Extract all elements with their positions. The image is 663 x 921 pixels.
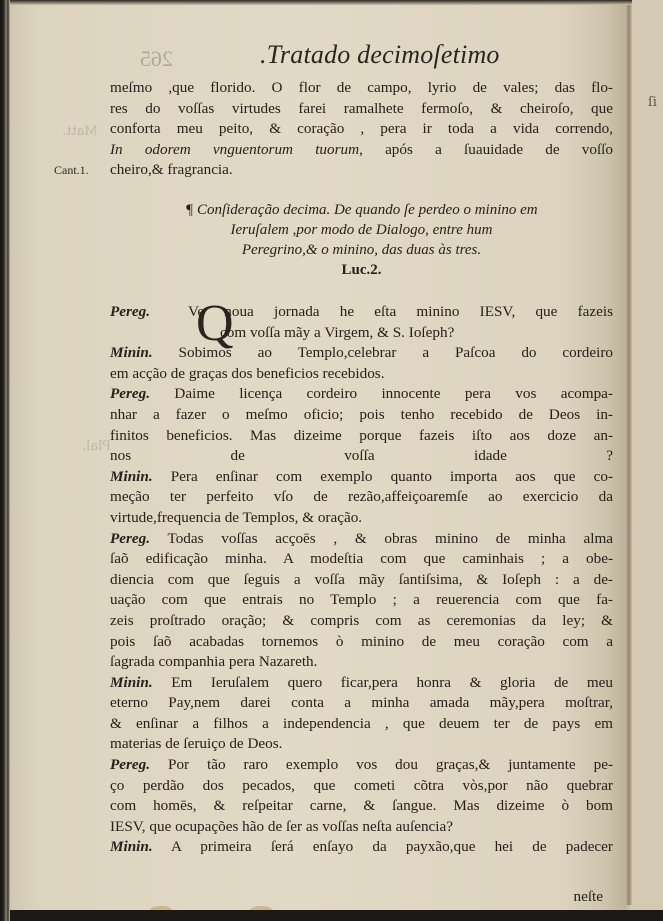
line-text: com voſſa mãy a Virgem, & S. Ioſeph? xyxy=(220,323,455,341)
line-text: nhar a fazer o meſmo oficio; pois tenho recebido de Deos in- xyxy=(110,405,613,423)
line-text: Todas voſſas acçoēs , & obras minino de minha alma xyxy=(167,529,613,547)
line-text: Em Ieruſalem quero ficar,pera honra & gloria de meu xyxy=(171,673,613,691)
line-text: diencia com que ſeguis a voſſa mãy ſantiſsima, & Ioſeph : a de- xyxy=(110,570,613,588)
text-line xyxy=(110,426,613,447)
line-text: Sobimos ao Templo,celebrar a Paſcoa do cordeiro xyxy=(178,344,614,362)
line-text: Daime licença cordeiro innocente pera vos acompa- xyxy=(174,385,613,403)
text-line xyxy=(110,734,613,755)
line-text: IESV, que ocupações hão de ſer as voſſas neſta auſencia? xyxy=(110,817,453,835)
line-text: ſaõ edificação minha. A modeſtia com que caminhais ; a obe- xyxy=(110,550,613,568)
running-title: .Tratado decimoſetimo xyxy=(260,40,500,69)
text-line xyxy=(110,611,613,632)
text-line: In odorem vnguentorum tuorum, após a ſuauidade de voſſo xyxy=(110,140,613,158)
latin-quote: In odorem vnguentorum tuorum xyxy=(110,140,360,158)
text-line xyxy=(110,343,613,364)
text-line: cheiro,& fragrancia. xyxy=(110,161,233,179)
page-stain xyxy=(250,906,272,910)
dialogue-body xyxy=(110,295,614,858)
text-line xyxy=(110,693,613,714)
speaker-label: Minin. xyxy=(110,467,153,485)
heading-line: Peregrino,& o minino, das duas às tres. xyxy=(241,242,482,258)
margin-note-cant: Cant.1. xyxy=(54,163,89,177)
text-line xyxy=(110,652,613,673)
line-text: & enſinar a filhos a independencia , que deuem ter de pays em xyxy=(110,714,613,732)
text-line xyxy=(110,467,613,488)
text-line xyxy=(110,570,613,591)
facing-page-edge xyxy=(632,0,663,910)
line-text: ço perdão dos pecados, que cometi cõtra vòs,por não quebrar xyxy=(110,776,613,794)
text-line: meſmo ,que florido. O flor de campo, lyrio de vales; das flo- xyxy=(110,79,613,96)
line-text: materias de ſeruiço de Deos. xyxy=(110,735,283,753)
text-line xyxy=(110,446,613,467)
line-text: Ve noua jornada he eſta minino IESV, que fazeis xyxy=(188,303,613,320)
heading-line: Ieruſalem ,por modo de Dialogo, entre hum xyxy=(230,222,493,238)
text-line xyxy=(110,549,613,570)
page-fold xyxy=(626,5,632,905)
show-through-text: Matt. xyxy=(62,124,98,139)
text-line xyxy=(110,755,613,776)
line-text: A primeira ſerá enſayo da payxão,que hei de padecer xyxy=(170,838,613,856)
text-line xyxy=(110,817,613,838)
page-number: 265 xyxy=(140,46,173,71)
line-text: uação com que entrais no Templo ; a reuerencia com que fa- xyxy=(110,591,613,609)
line-text: meção ter perfeito vſo de rezão,affeiçoaremſe ao exercicio da xyxy=(110,488,613,506)
line-text: Pera enſinar com exemplo quanto importa aos que co- xyxy=(170,467,613,485)
line-text: zeis proſtrado oração; & compris com as ceremonias da ley; & xyxy=(110,611,613,629)
text-line xyxy=(110,323,613,344)
line-text: virtude,frequencia de Templos, & oração. xyxy=(110,508,363,526)
text-line xyxy=(110,364,613,385)
drop-cap: Q xyxy=(196,295,234,352)
line-text: Por tão raro exemplo vos dou graças,& juntamente pe- xyxy=(168,756,613,774)
show-through-text: Plal. xyxy=(82,439,111,454)
scripture-reference: Luc.2. xyxy=(341,262,382,278)
line-text: ſagrada companhia pera Nazareth. xyxy=(110,653,318,671)
line-text: pois ſaõ acabadas tornemos ò minino de meu coração com a xyxy=(110,632,613,650)
catchword: neſte xyxy=(573,888,603,905)
speaker-label: Pereg. xyxy=(110,385,151,403)
text-line xyxy=(110,673,613,694)
heading-line: ¶ Conſideração decima. De quando ſe perdeo o minino em xyxy=(185,202,538,218)
text-line xyxy=(110,302,613,323)
speaker-label: Minin. xyxy=(110,673,153,691)
line-text: finitos beneficios. Mas dizeime porque fazeis iſto aos doze an- xyxy=(110,426,613,444)
speaker-label: Pereg. xyxy=(110,756,151,774)
line-text: nos de voſſa idade ? xyxy=(110,447,613,465)
line-text: em acção de graças dos beneficios recebidos. xyxy=(110,364,385,382)
text-line: conforta meu peito, & coração , pera ir toda a vida correndo, xyxy=(110,120,613,138)
speaker-label: Pereg. xyxy=(110,529,151,547)
text-line xyxy=(110,508,613,529)
speaker-label: Minin. xyxy=(110,344,153,362)
section-heading xyxy=(110,200,613,280)
text-line: res do voſſas virtudes farei ramalhete fermoſo, & cheiroſo, que xyxy=(110,99,613,117)
text-line xyxy=(110,837,613,858)
line-text: com homēs, & reſpeitar carne, & ſangue. Mas dizeime ò bom xyxy=(110,797,613,815)
text-line xyxy=(110,632,613,653)
text-line xyxy=(110,384,613,405)
text-line xyxy=(110,796,613,817)
left-binding-edge xyxy=(0,0,10,921)
speaker-label: Minin. xyxy=(110,838,153,856)
intro-paragraph xyxy=(110,78,613,181)
text-line xyxy=(110,529,613,550)
page-top-edge xyxy=(0,0,663,5)
text-line xyxy=(110,590,613,611)
line-text: eterno Pay,nem darei conta a minha amada mãy,pera moſtrar, xyxy=(110,694,613,712)
text-line xyxy=(110,776,613,797)
text-line xyxy=(110,487,613,508)
text-line xyxy=(110,405,613,426)
page-stain xyxy=(150,906,172,910)
facing-page-text: ſi xyxy=(648,95,657,110)
page-header xyxy=(110,40,610,72)
speaker-label: Pereg. xyxy=(110,303,151,320)
text-line xyxy=(110,714,613,735)
